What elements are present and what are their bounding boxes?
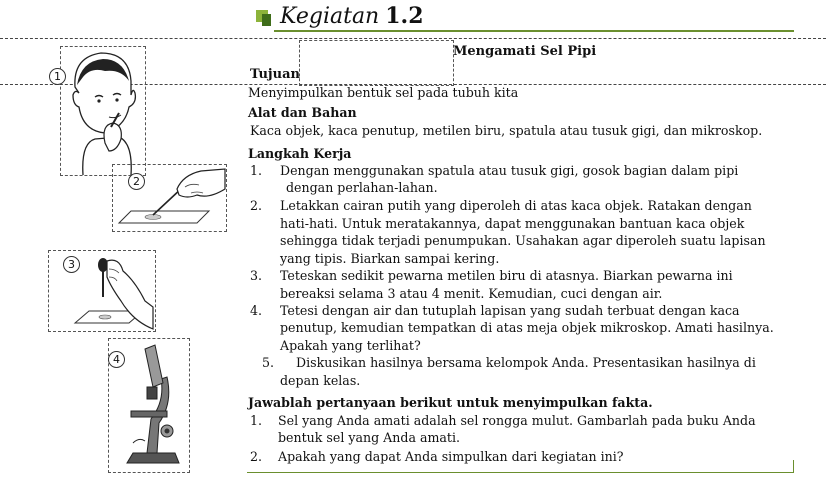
tujuan-heading: Tujuan [250,67,300,82]
header-rule [274,30,794,32]
step-5-line-1: Diskusikan hasilnya bersama kelompok Anda. Presentasikan hasilnya di [296,355,756,370]
step-4-line-1: Tetesi dengan air dan tutuplah lapisan yang sudah terbuat dengan kaca [280,303,740,318]
child-swab-icon [61,47,145,175]
header-title-number: 1.2 [385,3,424,29]
bottom-rule-end [793,460,794,473]
question-number: 2. [250,449,263,464]
step-2-line-1: Letakkan cairan putih yang diperoleh di atas kaca objek. Ratakan dengan [280,198,752,213]
langkah-heading: Langkah Kerja [248,146,352,161]
step-5-line-2: depan kelas. [280,373,361,388]
figure-3-number: 3 [63,256,80,273]
step-number: 3. [250,268,263,283]
header-title-word: Kegiatan [280,4,380,29]
step-1-line-2: dengan perlahan-lahan. [286,180,438,195]
alat-heading: Alat dan Bahan [248,105,357,120]
jawablah-heading: Jawablah pertanyaan berikut untuk menyimpulkan fakta. [248,395,653,410]
step-3-line-1: Teteskan sedikit pewarna metilen biru di atasnya. Biarkan pewarna ini [280,268,733,283]
figure-2-number: 2 [128,173,145,190]
step-number: 1. [250,163,263,178]
top-dashed-line [0,38,826,39]
step-4-line-2: penutup, kemudian tempatkan di atas meja objek mikroskop. Amati hasilnya. [280,320,774,335]
step-2-line-2: hati-hati. Untuk meratakannya, dapat menggunakan bantuan kaca objek [280,216,745,231]
step-number: 2. [250,198,263,213]
title-frame [299,40,454,86]
step-1-line-1: Dengan menggunakan spatula atau tusuk gigi, gosok bagian dalam pipi [280,163,739,178]
question-1-line-2: bentuk sel yang Anda amati. [278,430,461,445]
question-number: 1. [250,413,263,428]
step-number: 5. [262,355,275,370]
step-4-line-3: Apakah yang terlihat? [280,338,421,353]
step-3-line-2: bereaksi selama 3 atau 4 menit. Kemudian, cuci dengan air. [280,286,663,301]
tujuan-text: Menyimpulkan bentuk sel pada tubuh kita [248,85,519,100]
step-2-line-3: sehingga tidak terjadi penumpukan. Usahakan agar diperoleh suatu lapisan [280,233,766,248]
step-number: 4. [250,303,263,318]
figure-1-number: 1 [49,68,66,85]
question-1-line-1: Sel yang Anda amati adalah sel rongga mulut. Gambarlah pada buku Anda [278,413,756,428]
step-2-line-4: yang tipis. Biarkan sampai kering. [280,251,500,266]
figure-4-number: 4 [108,351,125,368]
question-2-line-1: Apakah yang dapat Anda simpulkan dari kegiatan ini? [278,449,624,464]
bottom-rule [247,472,794,473]
activity-title: Mengamati Sel Pipi [453,44,597,59]
figure-1-frame [60,46,146,176]
header-square-dark [262,14,271,26]
activity-header [280,2,424,31]
alat-text: Kaca objek, kaca penutup, metilen biru, spatula atau tusuk gigi, dan mikroskop. [250,123,763,138]
figure-2-frame [112,164,227,232]
